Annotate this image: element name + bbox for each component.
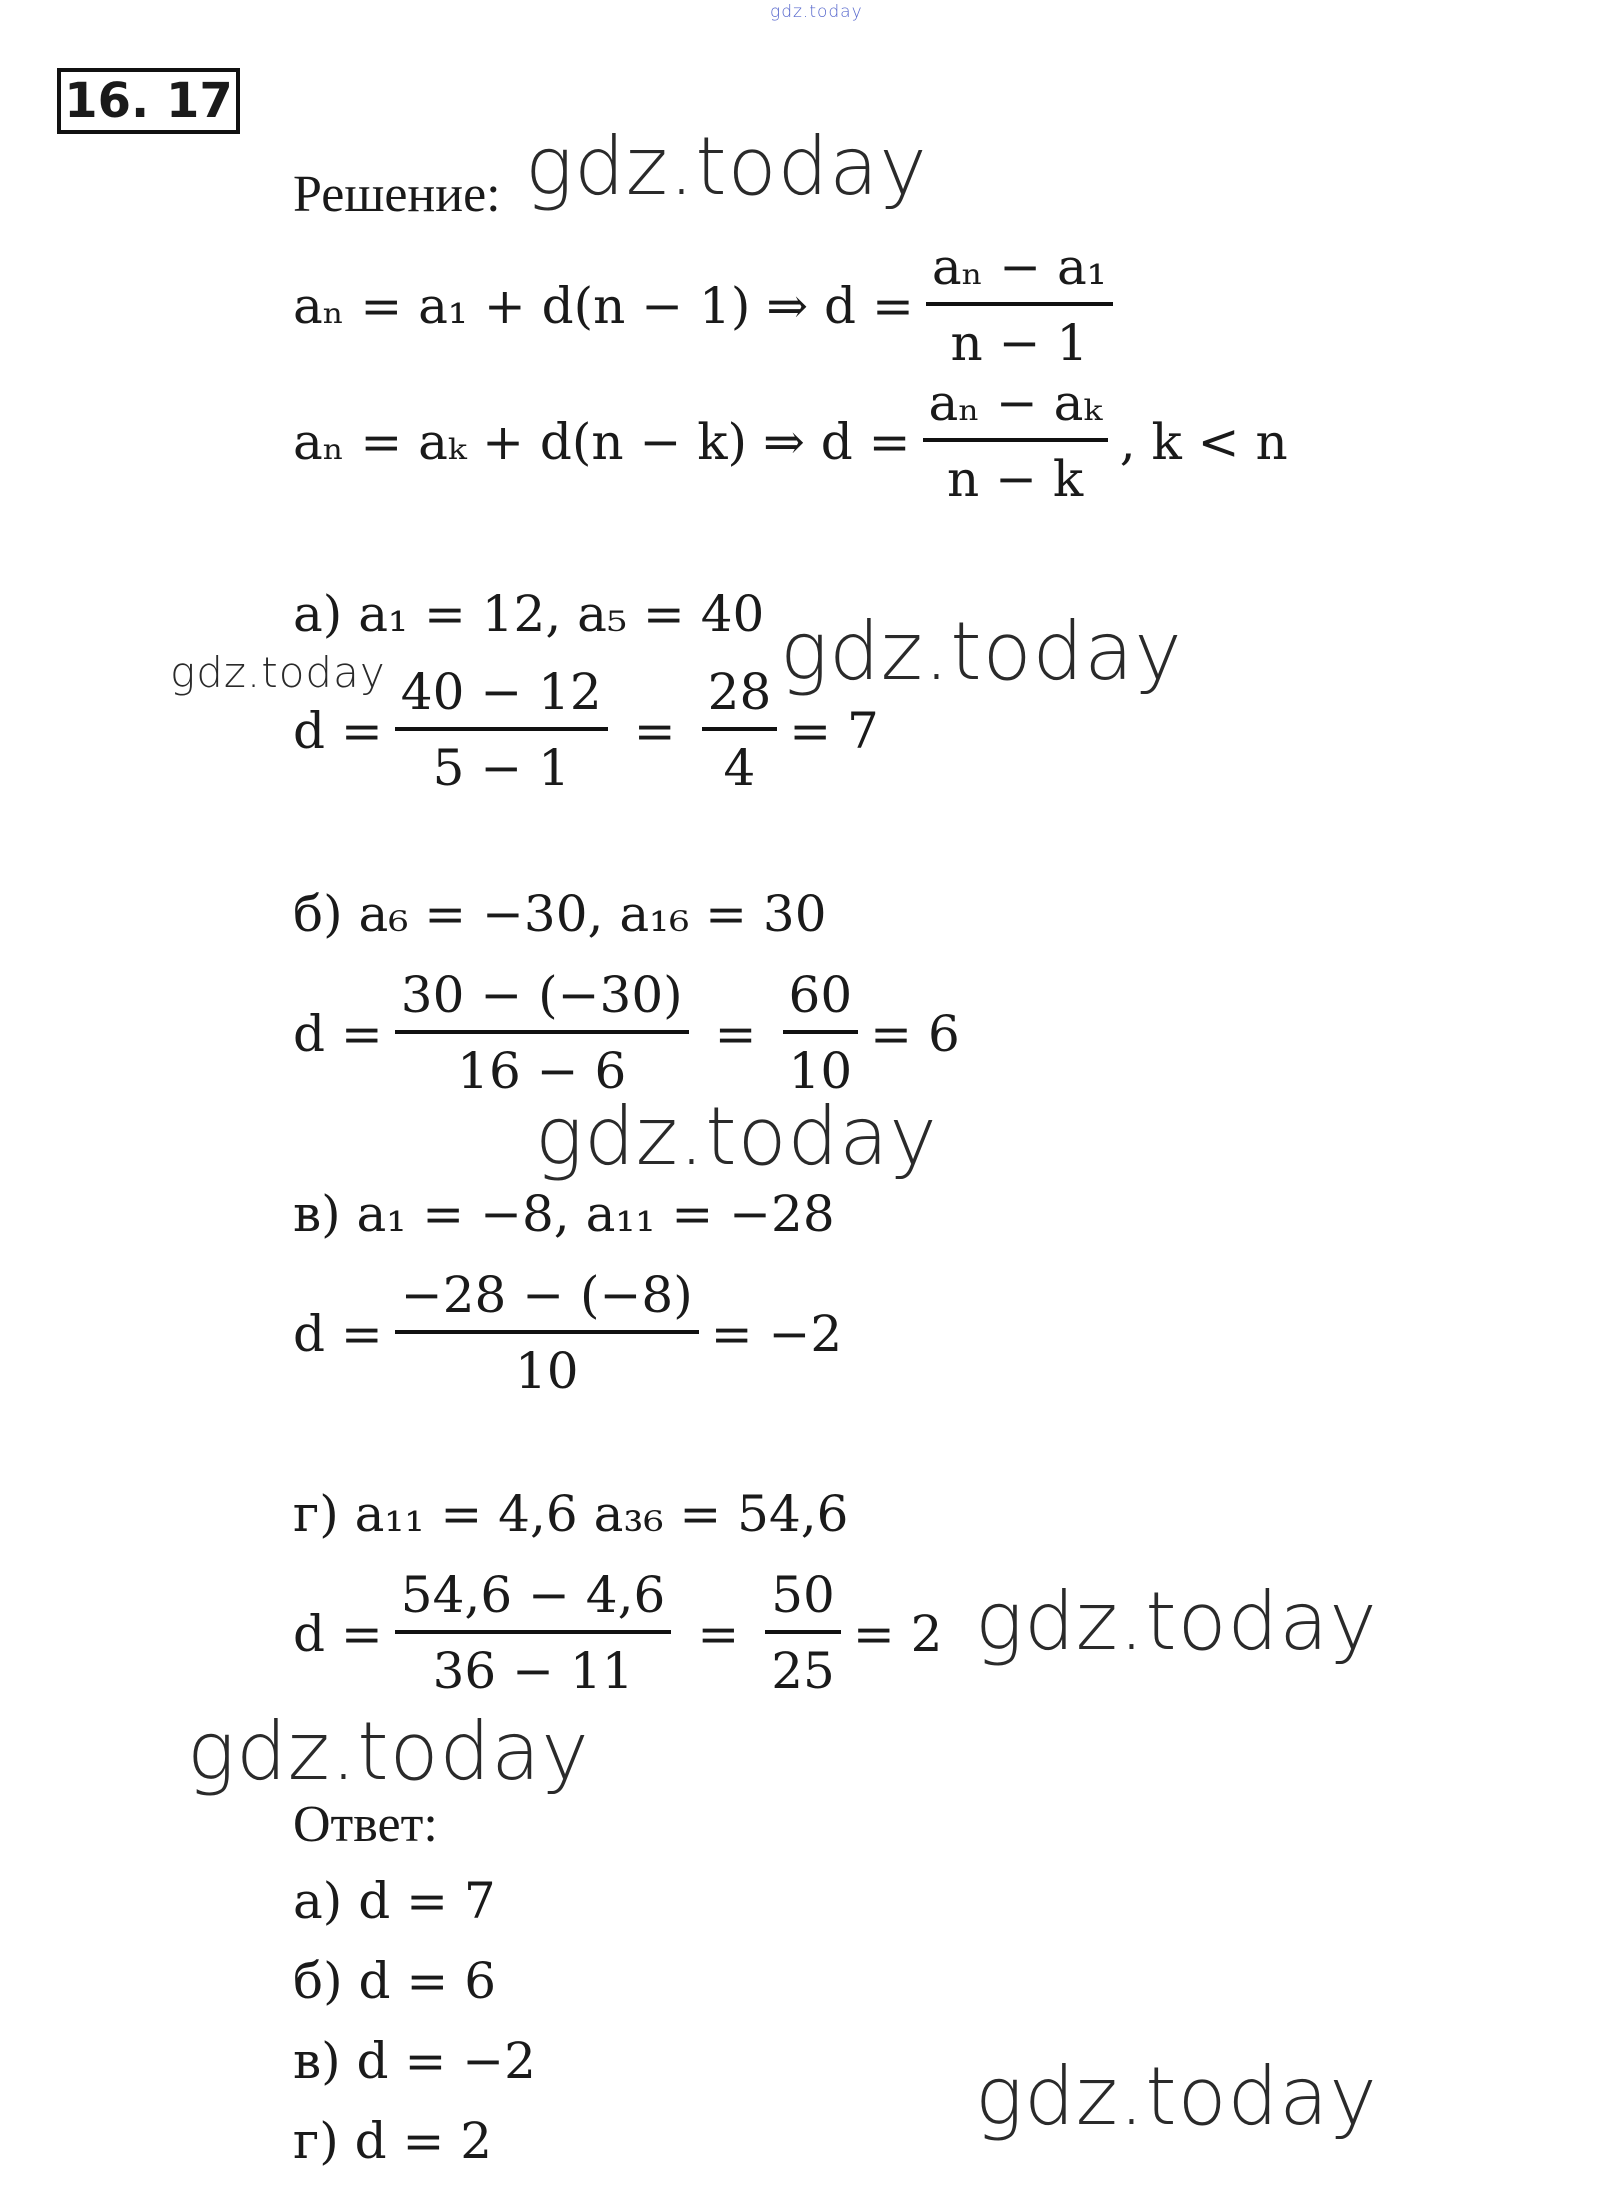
fraction	[923, 368, 1108, 516]
numerator: 40 − 12	[400, 663, 602, 721]
watermark: gdz.today	[535, 1090, 938, 1183]
watermark: gdz.today	[525, 120, 928, 213]
result: = −2	[710, 1305, 843, 1363]
part-a-solution: d = $\frac{40 - 12}{5 - 1}$ = $\frac{28}{4}$ = 7	[293, 657, 879, 805]
formula-lhs: aₙ = a₁ + d(n − 1) ⇒ d =	[293, 277, 914, 335]
part-d-solution: d = $\frac{54,6 - 4,6}{36 - 11}$ = $\frac{50}{25}$ = 2	[293, 1560, 942, 1708]
result: = 2	[852, 1605, 943, 1663]
answer-label: Ответ:	[293, 1796, 438, 1853]
numerator: 54,6 − 4,6	[400, 1566, 666, 1624]
result: = 6	[870, 1005, 960, 1063]
denominator: 16 − 6	[457, 1042, 627, 1100]
watermark-top: gdz.today	[770, 2, 863, 22]
watermark: gdz.today	[187, 1705, 590, 1798]
watermark: gdz.today	[975, 2050, 1378, 2143]
watermark: gdz.today	[170, 648, 386, 697]
watermark: gdz.today	[780, 605, 1183, 698]
formula-lhs: aₙ = aₖ + d(n − k) ⇒ d =	[293, 413, 911, 471]
condition: , k < n	[1119, 413, 1288, 471]
answer-a: а) d = 7	[293, 1872, 496, 1930]
formula-general	[293, 232, 1125, 380]
problem-number: 16. 17	[57, 68, 240, 134]
d-label: d =	[293, 1605, 383, 1663]
d-label: d =	[293, 1305, 383, 1363]
numerator: 28	[707, 663, 772, 721]
solution-label: Решение:	[293, 166, 501, 223]
result: = 7	[789, 702, 879, 760]
numerator: 50	[771, 1566, 835, 1624]
fraction	[395, 657, 608, 805]
fraction	[395, 1260, 699, 1408]
denominator: 10	[788, 1042, 853, 1100]
denominator: n − k	[947, 450, 1084, 508]
denominator: 36 − 11	[432, 1642, 634, 1700]
numerator: aₙ − aₖ	[928, 374, 1102, 432]
numerator: aₙ − a₁	[931, 238, 1107, 296]
watermark: gdz.today	[975, 1575, 1378, 1668]
fraction	[765, 1560, 841, 1708]
fraction	[702, 657, 778, 805]
d-label: d =	[293, 702, 383, 760]
answer-c: в) d = −2	[293, 2032, 536, 2090]
fraction	[926, 232, 1113, 380]
numerator: 60	[788, 966, 853, 1024]
denominator: n − 1	[950, 314, 1089, 372]
answer-b: б) d = 6	[293, 1952, 497, 2010]
part-a-given: а) a₁ = 12, a₅ = 40	[293, 585, 765, 643]
numerator: −28 − (−8)	[400, 1266, 693, 1324]
fraction	[395, 1560, 672, 1708]
denominator: 5 − 1	[432, 739, 570, 797]
numerator: 30 − (−30)	[400, 966, 683, 1024]
part-d-given: г) a₁₁ = 4,6 a₃₆ = 54,6	[293, 1485, 849, 1543]
part-b-solution: d = $\frac{30 - (-30)}{16 - 6}$ = $\frac{60}{10}$ = 6	[293, 960, 960, 1108]
denominator: 4	[723, 739, 756, 797]
part-c-given: в) a₁ = −8, a₁₁ = −28	[293, 1185, 835, 1243]
denominator: 10	[514, 1342, 579, 1400]
formula-k	[293, 368, 1288, 516]
fraction	[783, 960, 859, 1108]
denominator: 25	[771, 1642, 835, 1700]
d-label: d =	[293, 1005, 383, 1063]
fraction	[395, 960, 689, 1108]
part-b-given: б) a₆ = −30, a₁₆ = 30	[293, 885, 827, 943]
answer-d: г) d = 2	[293, 2112, 493, 2170]
part-c-solution	[293, 1260, 842, 1408]
